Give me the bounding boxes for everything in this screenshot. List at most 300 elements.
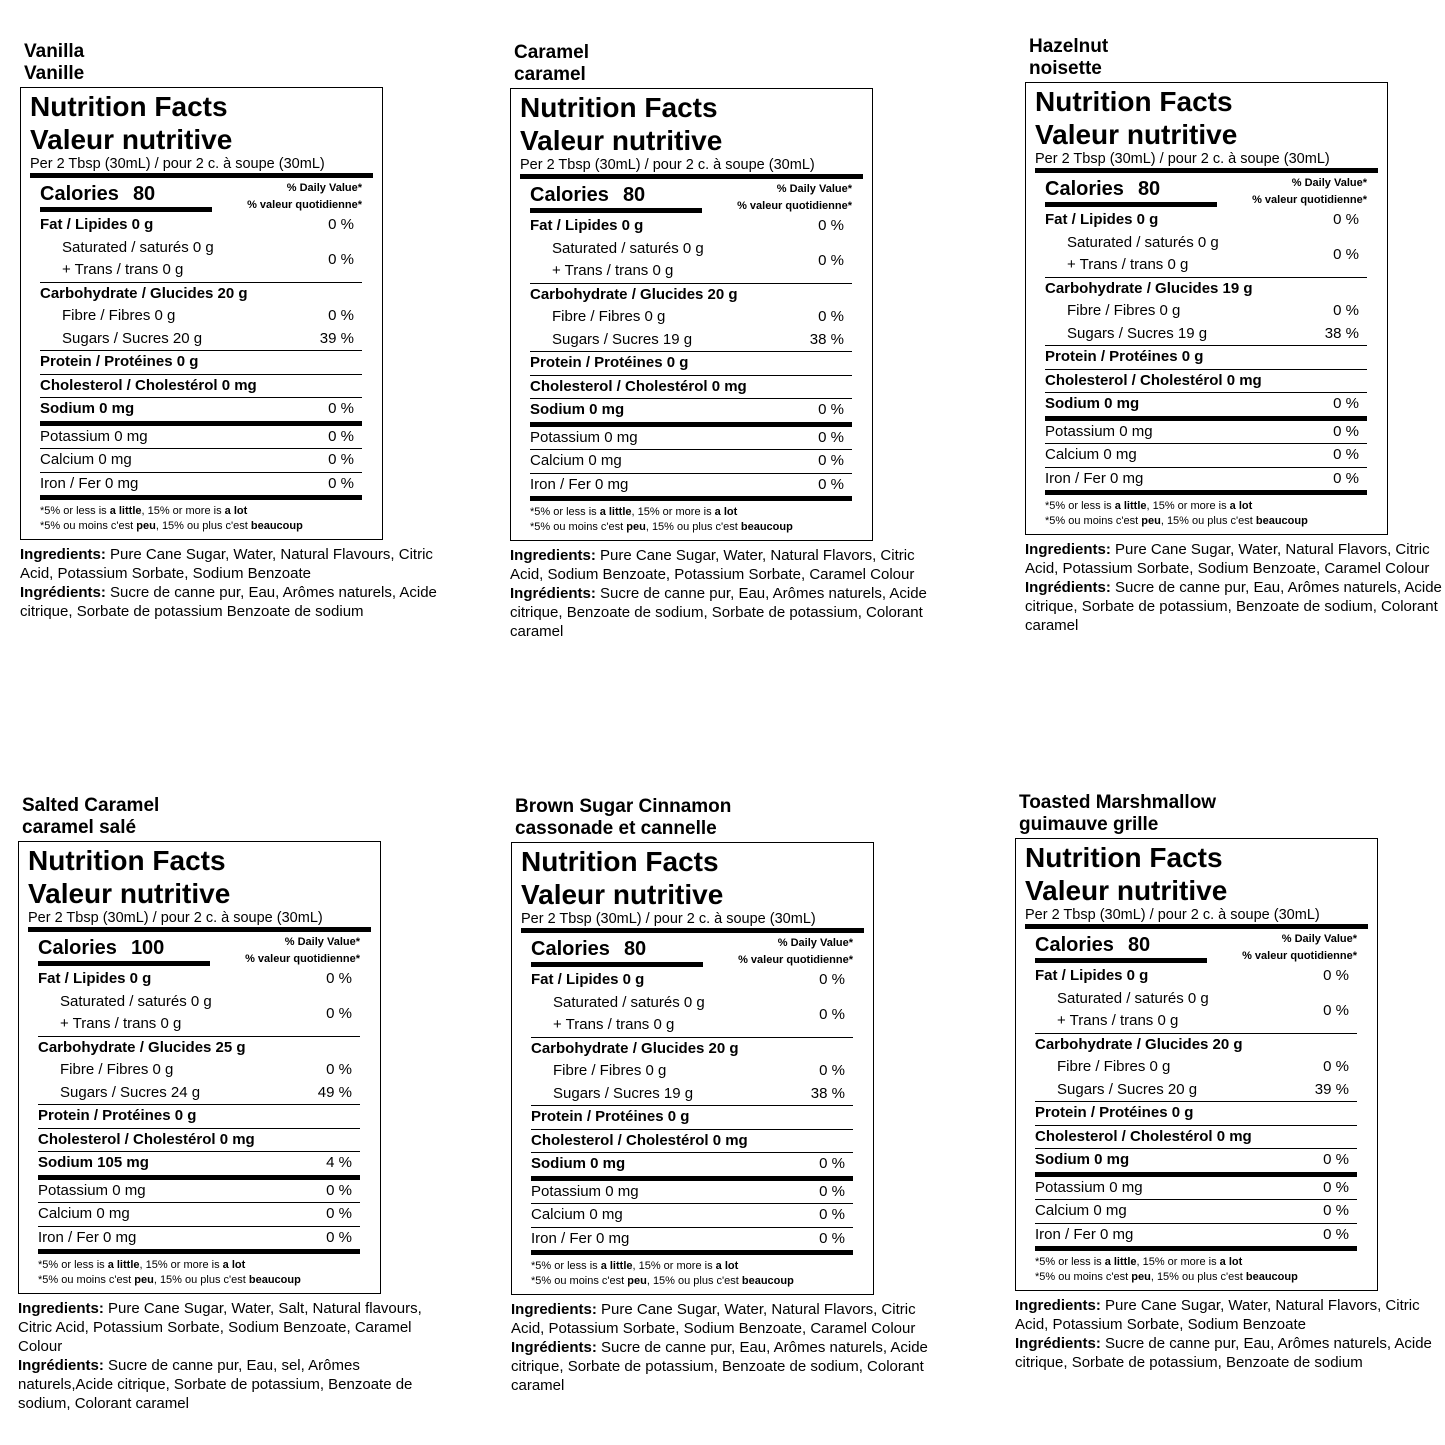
flavor-name-fr: guimauve grille: [1019, 814, 1159, 835]
footnote: [1035, 1246, 1357, 1285]
calories-label: Calories: [530, 184, 609, 206]
calcium-row: [530, 449, 852, 473]
carbohydrate-label: Carbohydrate / Glucides 20 g: [531, 1039, 739, 1057]
footnote-fr: *5% ou moins c'est peu, 15% ou plus c'est beaucoup: [530, 521, 793, 533]
footnote: [1045, 490, 1367, 529]
nutrient-rows: [530, 215, 852, 496]
fat-pct: 0 %: [328, 216, 354, 233]
serving-size: Per 2 Tbsp (30mL) / pour 2 c. à soupe (30mL): [1025, 907, 1368, 929]
potassium-row: [1045, 416, 1367, 444]
sodium-label: Sodium 0 mg: [40, 400, 135, 417]
fibre-label: Fibre / Fibres 0 g: [553, 1062, 667, 1079]
flavor-panel: [1015, 792, 1445, 1372]
protein-row: [1035, 1101, 1357, 1125]
saturated-trans-row: [38, 991, 360, 1036]
sugars-label: Sugars / Sucres 24 g: [60, 1083, 201, 1101]
sodium-label: Sodium 105 mg: [38, 1154, 149, 1171]
carbohydrate-label: Carbohydrate / Glucides 20 g: [40, 284, 248, 302]
flavor-panel: [510, 42, 950, 641]
potassium-row: [40, 421, 362, 449]
iron-label: Iron / Fer 0 mg: [530, 475, 629, 493]
fat-pct: 0 %: [1333, 211, 1359, 228]
calories-label: Calories: [1035, 934, 1114, 956]
fat-label: Fat / Lipides 0 g: [1035, 967, 1149, 984]
saturated-label: Saturated / saturés 0 g: [60, 992, 212, 1010]
footnote-fr: *5% ou moins c'est peu, 15% ou plus c'est beaucoup: [38, 1274, 301, 1286]
potassium-pct: 0 %: [326, 1181, 352, 1199]
nutrient-rows: [1045, 209, 1367, 490]
valeur-nutritive-title: Valeur nutritive: [30, 124, 233, 155]
calories: [40, 178, 212, 212]
iron-row: [38, 1226, 360, 1250]
calories-label: Calories: [40, 183, 119, 205]
nutrition-facts-title: Nutrition Facts: [30, 91, 228, 122]
fibre-row: [1035, 1056, 1357, 1079]
valeur-nutritive-title: Valeur nutritive: [1025, 875, 1228, 906]
fibre-row: [530, 306, 852, 329]
calories: [531, 933, 703, 967]
valeur-nutritive-title: Valeur nutritive: [521, 879, 724, 910]
calcium-row: [1035, 1199, 1357, 1223]
calcium-label: Calcium 0 mg: [38, 1205, 130, 1222]
carbohydrate-row: [530, 283, 852, 307]
fibre-label: Fibre / Fibres 0 g: [1067, 302, 1181, 319]
calcium-row: [1045, 443, 1367, 467]
sodium-pct: 0 %: [1323, 1151, 1349, 1168]
flavor-panel: [20, 41, 460, 621]
fat-pct: 0 %: [818, 217, 844, 234]
sugars-row: [1035, 1079, 1357, 1102]
fibre-pct: 0 %: [326, 1061, 352, 1078]
fat-label: Fat / Lipides 0 g: [38, 970, 152, 987]
sugars-label: Sugars / Sucres 20 g: [1057, 1080, 1198, 1098]
nutrition-facts-title: Nutrition Facts: [520, 92, 718, 123]
iron-label: Iron / Fer 0 mg: [1045, 469, 1144, 487]
flavor-panel: [18, 795, 458, 1413]
cholesterol-row: [38, 1128, 360, 1152]
trans-label: + Trans / trans 0 g: [552, 262, 674, 279]
sodium-pct: 4 %: [326, 1154, 352, 1171]
daily-value-header: [737, 179, 852, 215]
sugars-pct: 38 %: [809, 330, 844, 348]
fat-pct: 0 %: [326, 970, 352, 987]
trans-label: + Trans / trans 0 g: [60, 1015, 182, 1032]
flavor-name-en: Salted Caramel: [22, 795, 160, 816]
flavor-panel: [511, 796, 951, 1395]
iron-row: [1045, 467, 1367, 491]
flavor-name-en: Vanilla: [24, 41, 85, 62]
iron-pct: 0 %: [1333, 469, 1359, 487]
footnote: [38, 1249, 360, 1288]
calcium-row: [38, 1202, 360, 1226]
protein-row: [531, 1105, 853, 1129]
ingredients: [1025, 540, 1445, 635]
protein-label: Protein / Protéines 0 g: [38, 1107, 197, 1124]
footnote-fr: *5% ou moins c'est peu, 15% ou plus c'est beaucoup: [1035, 1271, 1298, 1283]
saturated-label: Saturated / saturés 0 g: [552, 239, 704, 257]
iron-row: [531, 1227, 853, 1251]
calcium-label: Calcium 0 mg: [530, 452, 622, 469]
saturated-trans-row: [1045, 232, 1367, 277]
serving-size: Per 2 Tbsp (30mL) / pour 2 c. à soupe (30mL): [30, 156, 373, 178]
sugars-row: [1045, 323, 1367, 346]
fibre-label: Fibre / Fibres 0 g: [62, 307, 176, 324]
fat-label: Fat / Lipides 0 g: [531, 971, 645, 988]
footnote-en: *5% or less is a little, 15% or more is a lot: [530, 506, 738, 518]
daily-value-fr: % valeur quotidienne*: [738, 954, 853, 966]
fat-row: [531, 969, 853, 992]
fat-pct: 0 %: [1323, 967, 1349, 984]
ingredients-en: Ingredients: Pure Cane Sugar, Water, Natural Flavours, Citric Acid, Potassium Sorbate, Sodium Benzoate: [20, 546, 433, 582]
sodium-row: [531, 1152, 853, 1176]
sugars-row: [40, 328, 362, 351]
fibre-row: [38, 1059, 360, 1082]
nutrition-facts-title: Nutrition Facts: [1025, 842, 1223, 873]
potassium-label: Potassium 0 mg: [530, 428, 638, 446]
iron-pct: 0 %: [1323, 1225, 1349, 1243]
flavor-name-fr: caramel: [514, 64, 586, 85]
cholesterol-row: [530, 375, 852, 399]
sodium-row: [530, 398, 852, 422]
valeur-nutritive-title: Valeur nutritive: [28, 878, 231, 909]
sugars-label: Sugars / Sucres 19 g: [553, 1084, 694, 1102]
ingredients-en: Ingredients: Pure Cane Sugar, Water, Natural Flavors, Citric Acid, Potassium Sorbate, Sodium Benzoate: [1015, 1297, 1420, 1333]
daily-value-fr: % valeur quotidienne*: [737, 200, 852, 212]
daily-value-en: % Daily Value*: [284, 936, 360, 948]
sugars-pct: 39 %: [319, 329, 354, 347]
nutrition-facts-label: [511, 842, 874, 1295]
fat-row: [530, 215, 852, 238]
trans-label: + Trans / trans 0 g: [553, 1016, 675, 1033]
nutrition-facts-label: [510, 88, 873, 541]
protein-label: Protein / Protéines 0 g: [531, 1108, 690, 1125]
iron-label: Iron / Fer 0 mg: [531, 1229, 630, 1247]
potassium-label: Potassium 0 mg: [38, 1181, 146, 1199]
nutrition-facts-label: [20, 87, 383, 540]
nutrient-rows: [40, 214, 362, 495]
daily-value-fr: % valeur quotidienne*: [245, 953, 360, 965]
footnote-fr: *5% ou moins c'est peu, 15% ou plus c'est beaucoup: [531, 1275, 794, 1287]
fibre-pct: 0 %: [818, 308, 844, 325]
potassium-label: Potassium 0 mg: [1035, 1178, 1143, 1196]
calories-row: [1045, 173, 1367, 209]
saturated-label: Saturated / saturés 0 g: [1067, 233, 1219, 251]
trans-label: + Trans / trans 0 g: [1067, 256, 1189, 273]
flavor-name-en: Toasted Marshmallow: [1019, 792, 1217, 813]
footnote-en: *5% or less is a little, 15% or more is a lot: [38, 1259, 246, 1271]
calories-value: 80: [623, 938, 647, 960]
saturated-label: Saturated / saturés 0 g: [1057, 989, 1209, 1007]
ingredients: [510, 546, 950, 641]
fat-label: Fat / Lipides 0 g: [530, 217, 644, 234]
fibre-pct: 0 %: [1333, 302, 1359, 319]
fat-row: [1035, 965, 1357, 988]
calories-value: 80: [132, 183, 156, 205]
sodium-pct: 0 %: [818, 401, 844, 418]
protein-row: [38, 1104, 360, 1128]
daily-value-header: [245, 932, 360, 968]
iron-pct: 0 %: [328, 474, 354, 492]
calcium-pct: 0 %: [328, 451, 354, 468]
sugars-pct: 38 %: [810, 1084, 845, 1102]
calcium-pct: 0 %: [818, 452, 844, 469]
fibre-row: [531, 1060, 853, 1083]
sodium-label: Sodium 0 mg: [1045, 395, 1140, 412]
cholesterol-label: Cholesterol / Cholestérol 0 mg: [530, 377, 747, 395]
valeur-nutritive-title: Valeur nutritive: [1035, 119, 1238, 150]
saturated-trans-row: [40, 237, 362, 282]
saturated-trans-row: [531, 992, 853, 1037]
carbohydrate-label: Carbohydrate / Glucides 19 g: [1045, 279, 1253, 297]
cholesterol-row: [40, 374, 362, 398]
sugars-row: [38, 1082, 360, 1105]
iron-pct: 0 %: [819, 1229, 845, 1247]
calories-value: 80: [622, 184, 646, 206]
nutrition-facts-label: [18, 841, 381, 1294]
fibre-row: [1045, 300, 1367, 323]
flavor-panel: [1025, 36, 1445, 635]
sodium-row: [1035, 1148, 1357, 1172]
protein-label: Protein / Protéines 0 g: [530, 354, 689, 371]
calories-label: Calories: [1045, 178, 1124, 200]
fat-row: [1045, 209, 1367, 232]
daily-value-en: % Daily Value*: [286, 182, 362, 194]
footnote-en: *5% or less is a little, 15% or more is a lot: [531, 1260, 739, 1272]
sugars-pct: 38 %: [1324, 324, 1359, 342]
flavor-name-en: Hazelnut: [1029, 36, 1109, 57]
calcium-label: Calcium 0 mg: [531, 1206, 623, 1223]
sugars-label: Sugars / Sucres 19 g: [552, 330, 693, 348]
sodium-label: Sodium 0 mg: [531, 1155, 626, 1172]
ingredients-fr: Ingrédients: Sucre de canne pur, Eau, Arômes naturels, Acide citrique, Sorbate de potassium, Benzoate de sodium, Colorant caramel: [1025, 579, 1442, 634]
potassium-pct: 0 %: [1323, 1178, 1349, 1196]
nutrient-rows: [531, 969, 853, 1250]
calories-row: [38, 932, 360, 968]
daily-value-header: [1252, 173, 1367, 209]
potassium-pct: 0 %: [818, 428, 844, 446]
ingredients: [20, 545, 460, 621]
calories: [530, 179, 702, 213]
trans-label: + Trans / trans 0 g: [62, 261, 184, 278]
calcium-row: [531, 1203, 853, 1227]
fibre-label: Fibre / Fibres 0 g: [1057, 1058, 1171, 1075]
calcium-pct: 0 %: [1323, 1202, 1349, 1219]
saturated-trans-pct: 0 %: [326, 1004, 352, 1022]
sodium-label: Sodium 0 mg: [530, 401, 625, 418]
calcium-row: [40, 448, 362, 472]
ingredients-en: Ingredients: Pure Cane Sugar, Water, Natural Flavors, Citric Acid, Potassium Sorbate, Sodium Benzoate, Caramel Colour: [511, 1301, 916, 1337]
calories: [1045, 173, 1217, 207]
saturated-trans-pct: 0 %: [1333, 245, 1359, 263]
iron-pct: 0 %: [818, 475, 844, 493]
sodium-pct: 0 %: [1333, 395, 1359, 412]
iron-label: Iron / Fer 0 mg: [40, 474, 139, 492]
ingredients-fr: Ingrédients: Sucre de canne pur, Eau, Arômes naturels, Acide citrique, Sorbate de potassium, Benzoate de sodium: [1015, 1335, 1432, 1371]
cholesterol-row: [1035, 1125, 1357, 1149]
daily-value-fr: % valeur quotidienne*: [1242, 950, 1357, 962]
footnote-en: *5% or less is a little, 15% or more is a lot: [1035, 1256, 1243, 1268]
sugars-row: [530, 329, 852, 352]
potassium-row: [1035, 1172, 1357, 1200]
fibre-row: [40, 305, 362, 328]
ingredients-fr: Ingrédients: Sucre de canne pur, Eau, sel, Arômes naturels,Acide citrique, Sorbate de potassium, Benzoate de sodium, Colorant caramel: [18, 1357, 413, 1412]
cholesterol-label: Cholesterol / Cholestérol 0 mg: [1045, 371, 1262, 389]
saturated-trans-pct: 0 %: [819, 1005, 845, 1023]
fat-pct: 0 %: [819, 971, 845, 988]
fat-row: [40, 214, 362, 237]
valeur-nutritive-title: Valeur nutritive: [520, 125, 723, 156]
cholesterol-label: Cholesterol / Cholestérol 0 mg: [38, 1130, 255, 1148]
sugars-label: Sugars / Sucres 19 g: [1067, 324, 1208, 342]
potassium-label: Potassium 0 mg: [531, 1182, 639, 1200]
saturated-label: Saturated / saturés 0 g: [553, 993, 705, 1011]
potassium-label: Potassium 0 mg: [1045, 422, 1153, 440]
calcium-label: Calcium 0 mg: [40, 451, 132, 468]
calories: [38, 932, 210, 966]
calcium-pct: 0 %: [1333, 446, 1359, 463]
calcium-pct: 0 %: [819, 1206, 845, 1223]
footnote-en: *5% or less is a little, 15% or more is a lot: [1045, 500, 1253, 512]
saturated-label: Saturated / saturés 0 g: [62, 238, 214, 256]
calories-row: [40, 178, 362, 214]
ingredients-fr: Ingrédients: Sucre de canne pur, Eau, Arômes naturels, Acide citrique, Benzoate de sodium, Sorbate de potassium, Colorant caramel: [510, 585, 927, 640]
daily-value-fr: % valeur quotidienne*: [1252, 194, 1367, 206]
calories-row: [1035, 929, 1357, 965]
protein-row: [40, 350, 362, 374]
sugars-row: [531, 1083, 853, 1106]
nutrition-facts-title: Nutrition Facts: [28, 845, 226, 876]
flavor-name-en: Caramel: [514, 42, 589, 63]
potassium-row: [530, 422, 852, 450]
nutrition-facts-label: [1025, 82, 1388, 535]
calcium-label: Calcium 0 mg: [1045, 446, 1137, 463]
ingredients-fr: Ingrédients: Sucre de canne pur, Eau, Arômes naturels, Acide citrique, Sorbate de potassium Benzoate de sodium: [20, 584, 437, 620]
saturated-trans-pct: 0 %: [1323, 1001, 1349, 1019]
ingredients-en: Ingredients: Pure Cane Sugar, Water, Natural Flavors, Citric Acid, Sodium Benzoate, Potassium Sorbate, Caramel Colour: [510, 547, 915, 583]
serving-size: Per 2 Tbsp (30mL) / pour 2 c. à soupe (30mL): [520, 157, 863, 179]
saturated-trans-row: [1035, 988, 1357, 1033]
daily-value-en: % Daily Value*: [1291, 177, 1367, 189]
ingredients: [18, 1299, 458, 1413]
daily-value-header: [247, 178, 362, 214]
protein-row: [1045, 345, 1367, 369]
ingredients-fr: Ingrédients: Sucre de canne pur, Eau, Arômes naturels, Acide citrique, Sorbate de potassium, Benzoate de sodium, Colorant caramel: [511, 1339, 928, 1394]
carbohydrate-row: [1045, 277, 1367, 301]
sodium-pct: 0 %: [328, 400, 354, 417]
iron-pct: 0 %: [326, 1228, 352, 1246]
footnote: [530, 496, 852, 535]
cholesterol-label: Cholesterol / Cholestérol 0 mg: [1035, 1127, 1252, 1145]
iron-label: Iron / Fer 0 mg: [38, 1228, 137, 1246]
carbohydrate-label: Carbohydrate / Glucides 25 g: [38, 1038, 246, 1056]
sodium-label: Sodium 0 mg: [1035, 1151, 1130, 1168]
potassium-label: Potassium 0 mg: [40, 427, 148, 445]
calcium-label: Calcium 0 mg: [1035, 1202, 1127, 1219]
saturated-trans-pct: 0 %: [328, 250, 354, 268]
flavor-name-fr: caramel salé: [22, 817, 137, 838]
protein-label: Protein / Protéines 0 g: [1045, 348, 1204, 365]
footnote-fr: *5% ou moins c'est peu, 15% ou plus c'est beaucoup: [40, 520, 303, 532]
sodium-row: [38, 1151, 360, 1175]
footnote: [40, 495, 362, 534]
cholesterol-row: [531, 1129, 853, 1153]
protein-label: Protein / Protéines 0 g: [40, 353, 199, 370]
daily-value-en: % Daily Value*: [777, 937, 853, 949]
potassium-pct: 0 %: [328, 427, 354, 445]
iron-row: [1035, 1223, 1357, 1247]
fibre-pct: 0 %: [819, 1062, 845, 1079]
carbohydrate-row: [1035, 1033, 1357, 1057]
protein-label: Protein / Protéines 0 g: [1035, 1104, 1194, 1121]
fibre-label: Fibre / Fibres 0 g: [552, 308, 666, 325]
ingredients: [1015, 1296, 1445, 1372]
nutrient-rows: [1035, 965, 1357, 1246]
cholesterol-label: Cholesterol / Cholestérol 0 mg: [531, 1131, 748, 1149]
sugars-label: Sugars / Sucres 20 g: [62, 329, 203, 347]
sodium-pct: 0 %: [819, 1155, 845, 1172]
calories-value: 80: [1137, 178, 1161, 200]
cholesterol-row: [1045, 369, 1367, 393]
calories-label: Calories: [531, 938, 610, 960]
flavor-name-fr: Vanille: [24, 63, 85, 84]
potassium-row: [531, 1176, 853, 1204]
fibre-pct: 0 %: [328, 307, 354, 324]
sugars-pct: 39 %: [1314, 1080, 1349, 1098]
daily-value-header: [1242, 929, 1357, 965]
nutrition-facts-title: Nutrition Facts: [521, 846, 719, 877]
serving-size: Per 2 Tbsp (30mL) / pour 2 c. à soupe (30mL): [28, 910, 371, 932]
calcium-pct: 0 %: [326, 1205, 352, 1222]
carbohydrate-row: [40, 282, 362, 306]
footnote: [531, 1250, 853, 1289]
carbohydrate-label: Carbohydrate / Glucides 20 g: [1035, 1035, 1243, 1053]
calories-label: Calories: [38, 937, 117, 959]
potassium-pct: 0 %: [819, 1182, 845, 1200]
calories-row: [531, 933, 853, 969]
ingredients-en: Ingredients: Pure Cane Sugar, Water, Natural Flavors, Citric Acid, Potassium Sorbate, Sodium Benzoate, Caramel Colour: [1025, 541, 1430, 577]
carbohydrate-label: Carbohydrate / Glucides 20 g: [530, 285, 738, 303]
carbohydrate-row: [531, 1037, 853, 1061]
saturated-trans-row: [530, 238, 852, 283]
calories-row: [530, 179, 852, 215]
cholesterol-label: Cholesterol / Cholestérol 0 mg: [40, 376, 257, 394]
daily-value-fr: % valeur quotidienne*: [247, 199, 362, 211]
daily-value-en: % Daily Value*: [776, 183, 852, 195]
protein-row: [530, 351, 852, 375]
flavor-name-en: Brown Sugar Cinnamon: [515, 796, 732, 817]
sugars-pct: 49 %: [317, 1083, 352, 1101]
ingredients: [511, 1300, 951, 1395]
fibre-pct: 0 %: [1323, 1058, 1349, 1075]
iron-label: Iron / Fer 0 mg: [1035, 1225, 1134, 1243]
carbohydrate-row: [38, 1036, 360, 1060]
iron-row: [40, 472, 362, 496]
potassium-pct: 0 %: [1333, 422, 1359, 440]
sodium-row: [40, 397, 362, 421]
calories-value: 80: [1127, 934, 1151, 956]
nutrition-facts-title: Nutrition Facts: [1035, 86, 1233, 117]
daily-value-header: [738, 933, 853, 969]
saturated-trans-pct: 0 %: [818, 251, 844, 269]
trans-label: + Trans / trans 0 g: [1057, 1012, 1179, 1029]
fat-row: [38, 968, 360, 991]
daily-value-en: % Daily Value*: [1281, 933, 1357, 945]
fat-label: Fat / Lipides 0 g: [1045, 211, 1159, 228]
ingredients-en: Ingredients: Pure Cane Sugar, Water, Salt, Natural flavours, Citric Acid, Potassium Sorbate, Sodium Benzoate, Caramel Colour: [18, 1300, 422, 1355]
fat-label: Fat / Lipides 0 g: [40, 216, 154, 233]
serving-size: Per 2 Tbsp (30mL) / pour 2 c. à soupe (30mL): [1035, 151, 1378, 173]
calories-value: 100: [130, 937, 165, 959]
